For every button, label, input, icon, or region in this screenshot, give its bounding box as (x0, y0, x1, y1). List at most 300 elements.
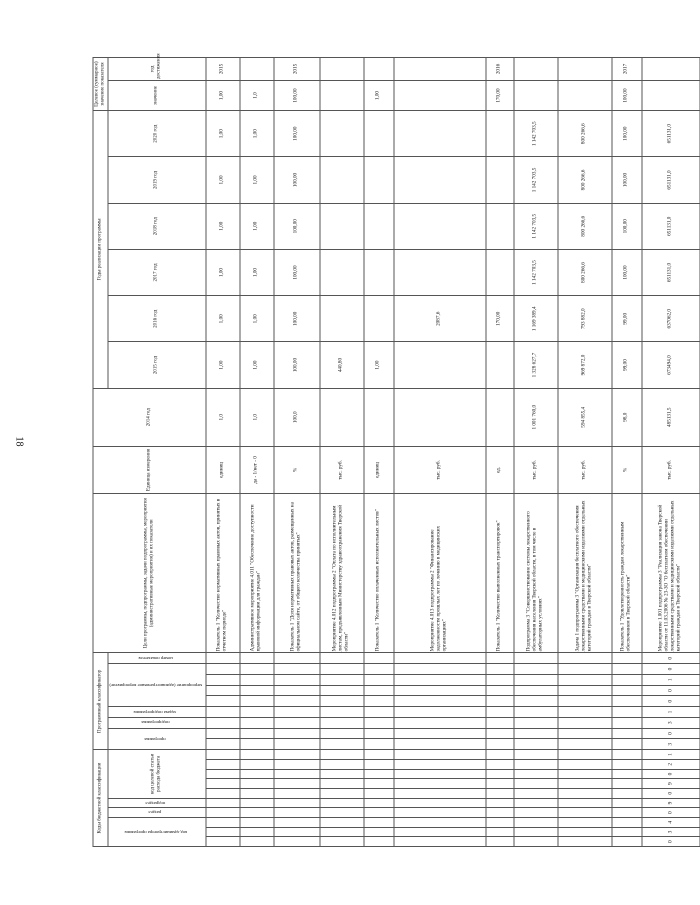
program-code-digit: 0 (642, 653, 700, 664)
prog-sub-header-1: подпрограмма (108, 717, 206, 728)
program-code-digit (364, 717, 394, 728)
target-value (320, 80, 364, 110)
program-code-digit (394, 664, 486, 675)
value-2018 (320, 203, 364, 249)
budget-code-digit (364, 750, 394, 760)
program-code-digit (364, 664, 394, 675)
budget-code-digit (514, 750, 558, 760)
budget-code-digit (514, 779, 558, 789)
budget-code-digit (394, 759, 486, 769)
budget-code-digit (558, 798, 612, 808)
program-code-digit (558, 717, 612, 728)
budget-code-digit (274, 817, 320, 827)
budget-code-digit (206, 750, 240, 760)
budget-code-digit (514, 837, 558, 847)
budget-code-digit (364, 769, 394, 779)
target-header: Целевое (суммарное) значение показателя (93, 58, 108, 111)
value-2016: 793 882,0 (558, 296, 612, 342)
row-name: Задача 1 подпрограммы 3 "Организация бесплатного обеспечения лекарственными средствами и медицинскими изделиями отдельных категорий граждан в Тверской области" (558, 494, 612, 653)
program-code-digit (486, 674, 514, 685)
value-2017: 651131,0 (642, 249, 700, 295)
program-code-digit (274, 728, 320, 739)
program-code-digit (320, 696, 364, 707)
value-2016: 2087,6 (394, 296, 486, 342)
row-unit: % (274, 446, 320, 493)
target-value: 1,00 (364, 80, 394, 110)
value-2017: 1,00 (206, 249, 240, 295)
years-header: Годы реализации программы (93, 111, 108, 389)
target-value: 100,00 (274, 80, 320, 110)
budget-code-digit (514, 769, 558, 779)
budget-code-digit (486, 759, 514, 769)
program-code-digit (486, 739, 514, 750)
budget-code-digit (558, 837, 612, 847)
target-year: 2017 (612, 58, 642, 81)
row-name: Мероприятие 4.013 подпрограммы 2 "Финансирование задолженности прошлых лет по лечению в медицинских организациях" (394, 494, 486, 653)
program-code-digit (320, 739, 364, 750)
rotated-table-container (93, 53, 682, 847)
value-2020: 800 266,6 (558, 111, 612, 157)
budget-code-digit: 3 (642, 827, 700, 837)
value-2014: 485131,5 (642, 388, 700, 446)
budget-code-digit (274, 769, 320, 779)
value-header: значение (108, 80, 206, 110)
budget-code-digit (320, 798, 364, 808)
budget-code-digit (206, 759, 240, 769)
year-achieved-header: год достижения (108, 58, 206, 81)
budget-code-digit (320, 827, 364, 837)
budget-code-digit (364, 779, 394, 789)
program-code-digit (240, 685, 274, 696)
prog-sub-header-3: мероприятие (административное мероприятие) (108, 664, 206, 707)
budget-code-digit (612, 837, 642, 847)
program-code-digit (486, 717, 514, 728)
budget-code-digit (486, 788, 514, 798)
target-value (394, 80, 486, 110)
value-2020 (394, 111, 486, 157)
target-value: 1,0 (240, 80, 274, 110)
budget-code-digit (274, 779, 320, 789)
row-name: Показатель 1 "Доля нормативных правовых актов, размещенных на официальном сайте, от общего количества принятых" (274, 494, 320, 653)
program-code-digit (612, 696, 642, 707)
prog-sub-header-2: задача подпрограммы (108, 707, 206, 718)
program-code-digit (558, 685, 612, 696)
budget-code-digit (364, 827, 394, 837)
prog-sub-header-4: номер показателя (108, 653, 206, 664)
budget-code-digit (486, 808, 514, 818)
value-2018: 1,00 (206, 203, 240, 249)
row-unit: да - 1/нет - 0 (240, 446, 274, 493)
program-code-digit (274, 664, 320, 675)
budget-code-digit (320, 837, 364, 847)
budget-code-digit (240, 837, 274, 847)
budget-code-digit (558, 769, 612, 779)
budget-code-digit (486, 779, 514, 789)
table-row (274, 58, 320, 847)
program-code-digit (274, 685, 320, 696)
value-2017: 100,00 (274, 249, 320, 295)
program-code-digit (486, 707, 514, 718)
program-code-digit (514, 717, 558, 728)
program-code-digit (394, 674, 486, 685)
program-code-digit (612, 664, 642, 675)
value-2015 (394, 342, 486, 388)
program-code-digit: 0 (642, 685, 700, 696)
budget-code-digit (206, 817, 240, 827)
row-name: Мероприятие 1.001 подпрограммы 3 "Реализация закона Тверской области от 11.03.2006 № 23-ЗО "О бесплатном обеспечении лекарственными средствами и медицинскими изделиями отдельных категорий граждан в Тверской области" (642, 494, 700, 653)
program-code-digit (320, 728, 364, 739)
row-unit: единиц (206, 446, 240, 493)
value-2018: 100,00 (274, 203, 320, 249)
program-code-digit (274, 674, 320, 685)
row-unit: тыс. руб. (642, 446, 700, 493)
goals-header: Цели программы, подпрограммы, задачи подпрограммы, мероприятия (административные мероприятия) и их показатели (93, 494, 206, 653)
row-unit: тыс. руб. (558, 446, 612, 493)
budget-code-digit (364, 808, 394, 818)
program-code-digit: 0 (642, 728, 700, 739)
value-2020 (320, 111, 364, 157)
table-row (642, 58, 700, 847)
value-2016: 100,00 (274, 296, 320, 342)
value-2018: 1,00 (240, 203, 274, 249)
table-row (240, 58, 274, 847)
value-2015: 1,00 (240, 342, 274, 388)
budget-code-digit (612, 817, 642, 827)
program-code-digit (612, 707, 642, 718)
program-code-digit (206, 696, 240, 707)
table-row (486, 58, 514, 847)
budget-code-digit (364, 759, 394, 769)
program-code-digit (274, 653, 320, 664)
program-code-digit: 3 (642, 717, 700, 728)
program-code-digit: 0 (642, 664, 700, 675)
budget-code-digit (558, 779, 612, 789)
budget-code-digit (274, 759, 320, 769)
budget-code-digit (394, 769, 486, 779)
budget-code-digit: 0 (642, 837, 700, 847)
program-code-digit (558, 728, 612, 739)
program-code-digit (394, 728, 486, 739)
value-2020: 1,00 (240, 111, 274, 157)
year-2014-header: 2014 год (93, 388, 206, 446)
program-code-digit (274, 717, 320, 728)
value-2014 (394, 388, 486, 446)
program-code-digit (612, 685, 642, 696)
section-header: раздел (108, 808, 206, 818)
budget-code-digit (206, 788, 240, 798)
program-code-digit (240, 653, 274, 664)
budget-code-digit (206, 798, 240, 808)
value-2018: 651131,0 (642, 203, 700, 249)
value-2015: 100,00 (274, 342, 320, 388)
value-2019: 1,00 (206, 157, 240, 203)
program-code-digit (320, 653, 364, 664)
budget-code-digit (240, 808, 274, 818)
program-code-digit (486, 728, 514, 739)
budget-code-digit (558, 817, 612, 827)
value-2015: 99,00 (612, 342, 642, 388)
budget-code-digit (486, 798, 514, 808)
value-2014: 1 001 760,0 (514, 388, 558, 446)
budget-code-digit (240, 788, 274, 798)
program-code-digit (514, 653, 558, 664)
subsection-header: подраздел (108, 798, 206, 808)
value-2019 (364, 157, 394, 203)
target-value: 170,00 (486, 80, 514, 110)
value-2020: 100,00 (612, 111, 642, 157)
program-code-digit (514, 739, 558, 750)
program-code-digit (240, 664, 274, 675)
year-2019-header: 2019 год (108, 157, 206, 203)
budget-code-digit (240, 798, 274, 808)
budget-code-digit (364, 817, 394, 827)
value-2015: 440,80 (320, 342, 364, 388)
value-2016 (364, 296, 394, 342)
budget-code-digit (364, 837, 394, 847)
program-code-digit (364, 674, 394, 685)
budget-code-digit (612, 808, 642, 818)
budget-code-digit (612, 750, 642, 760)
budget-code-digit (394, 837, 486, 847)
budget-code-digit (514, 798, 558, 808)
budget-code-digit: 9 (642, 798, 700, 808)
value-2014 (364, 388, 394, 446)
program-code-digit (206, 717, 240, 728)
value-2015 (486, 342, 514, 388)
budget-code-digit: 4 (642, 817, 700, 827)
value-2015: 1 328 627,7 (514, 342, 558, 388)
budget-code-digit (394, 779, 486, 789)
budget-code-digit (320, 808, 364, 818)
row-unit: ед. (486, 446, 514, 493)
target-year (364, 58, 394, 81)
budget-code-digit (612, 788, 642, 798)
table-row (558, 58, 612, 847)
budget-code-digit (612, 798, 642, 808)
budget-code-digit (240, 750, 274, 760)
program-code-digit (394, 717, 486, 728)
row-unit: тыс. руб. (320, 446, 364, 493)
value-2014 (486, 388, 514, 446)
admin-code-header: код администратора программы (108, 817, 206, 846)
budget-code-digit (240, 769, 274, 779)
program-code-digit (320, 707, 364, 718)
budget-code-digit (394, 817, 486, 827)
target-year (320, 58, 364, 81)
budget-code-digit (364, 798, 394, 808)
program-code-digit (514, 728, 558, 739)
value-2018 (486, 203, 514, 249)
target-year (642, 58, 700, 81)
program-code-digit (558, 653, 612, 664)
program-code-digit (206, 707, 240, 718)
program-code-digit (612, 674, 642, 685)
value-2016: 1 169 389,4 (514, 296, 558, 342)
row-name: Показатель 1 "Количество оплаченных исполнительных листов" (364, 494, 394, 653)
value-2019: 1,00 (240, 157, 274, 203)
row-unit: единиц (364, 446, 394, 493)
budget-code-digit (514, 788, 558, 798)
value-2014: 98,0 (612, 388, 642, 446)
budget-code-digit (274, 750, 320, 760)
program-code-digit (612, 739, 642, 750)
program-code-digit (394, 696, 486, 707)
table-row (514, 58, 558, 847)
target-year (558, 58, 612, 81)
budget-code-digit (206, 808, 240, 818)
table-row (320, 58, 364, 847)
program-code-digit (320, 685, 364, 696)
value-2017: 1 142 703,5 (514, 249, 558, 295)
program-code-digit (558, 739, 612, 750)
budget-code-digit (206, 837, 240, 847)
value-2018 (394, 203, 486, 249)
row-name: Показатель 1 "Удовлетворенность граждан лекарственным обеспечением в Тверской области" (612, 494, 642, 653)
budget-code-digit (240, 817, 274, 827)
value-2015: 1,00 (206, 342, 240, 388)
budget-code-digit (240, 779, 274, 789)
budget-code-digit (206, 769, 240, 779)
value-2020: 100,00 (274, 111, 320, 157)
target-value (642, 80, 700, 110)
value-2020 (486, 111, 514, 157)
budget-code-digit (612, 769, 642, 779)
table-row (364, 58, 394, 847)
target-year: 2016 (486, 58, 514, 81)
table-row (612, 58, 642, 847)
program-code-digit (274, 707, 320, 718)
program-code-digit (558, 674, 612, 685)
budget-code-digit (514, 817, 558, 827)
value-2016: 637062,0 (642, 296, 700, 342)
budget-code-digit (486, 837, 514, 847)
budget-code-digit (240, 759, 274, 769)
program-table (93, 53, 700, 847)
budget-code-digit (206, 779, 240, 789)
program-code-digit (612, 728, 642, 739)
program-code-digit (486, 653, 514, 664)
value-2017 (320, 249, 364, 295)
value-2019: 651131,0 (642, 157, 700, 203)
program-code-digit (514, 674, 558, 685)
value-2019: 100,00 (274, 157, 320, 203)
program-code-digit (514, 664, 558, 675)
program-code-digit (558, 696, 612, 707)
budget-code-digit (514, 827, 558, 837)
value-2015: 1,00 (364, 342, 394, 388)
budget-code-digit (240, 827, 274, 837)
budget-code-digit (394, 808, 486, 818)
year-2017-header: 2017 год (108, 249, 206, 295)
budget-code-digit (320, 769, 364, 779)
budget-code-digit (514, 808, 558, 818)
program-code-digit (274, 696, 320, 707)
value-2016: 1,00 (206, 296, 240, 342)
year-2018-header: 2018 год (108, 203, 206, 249)
budget-code-digit (364, 788, 394, 798)
program-code-digit (240, 707, 274, 718)
program-code-digit: 1 (642, 674, 700, 685)
value-2020: 1,00 (206, 111, 240, 157)
program-code-digit (364, 739, 394, 750)
budget-code-digit (274, 827, 320, 837)
program-code-digit (394, 653, 486, 664)
budget-class-header: Коды бюджетной классификации (93, 750, 108, 847)
value-2017 (486, 249, 514, 295)
value-2017 (364, 249, 394, 295)
target-year (240, 58, 274, 81)
program-code-digit (206, 674, 240, 685)
value-2018: 800 266,6 (558, 203, 612, 249)
budget-code-digit (320, 759, 364, 769)
budget-code-digit: 0 (642, 808, 700, 818)
value-2014: 594 855,4 (558, 388, 612, 446)
row-name: Показатель 1 "Количество выполненных транспортировок" (486, 494, 514, 653)
budget-code-digit (486, 769, 514, 779)
program-class-header: Программный классификатор (93, 653, 108, 750)
target-year (514, 58, 558, 81)
budget-code-digit: 0 (642, 788, 700, 798)
program-code-digit (364, 728, 394, 739)
value-2018: 1 142 703,5 (514, 203, 558, 249)
table-row (206, 58, 240, 847)
value-2019: 100,00 (612, 157, 642, 203)
value-2016: 170,00 (486, 296, 514, 342)
value-2015: 673494,0 (642, 342, 700, 388)
budget-code-digit (320, 750, 364, 760)
row-unit: тыс. руб. (394, 446, 486, 493)
budget-code-digit (394, 750, 486, 760)
budget-code-digit (612, 779, 642, 789)
budget-code-digit (612, 759, 642, 769)
program-code-digit (558, 707, 612, 718)
program-code-digit (320, 674, 364, 685)
program-code-digit (514, 685, 558, 696)
value-2020 (364, 111, 394, 157)
budget-code-digit (558, 750, 612, 760)
budget-code-digit (206, 827, 240, 837)
program-code-digit (394, 739, 486, 750)
value-2016 (320, 296, 364, 342)
target-value (558, 80, 612, 110)
budget-code-digit (320, 817, 364, 827)
row-name: Подпрограмма 3 "Совершенствование системы лекарственного обеспечения населения Тверской области, в том числе в амбулаторных условиях" (514, 494, 558, 653)
year-2016-header: 2016 год (108, 296, 206, 342)
value-2014: 1,0 (240, 388, 274, 446)
program-code-digit (206, 728, 240, 739)
program-code-digit (514, 707, 558, 718)
table-body (206, 58, 700, 847)
program-code-digit (394, 685, 486, 696)
budget-code-digit (514, 759, 558, 769)
value-2017: 100,00 (612, 249, 642, 295)
budget-code-digit (394, 788, 486, 798)
budget-code-digit (486, 827, 514, 837)
program-code-digit (612, 653, 642, 664)
program-code-digit (394, 707, 486, 718)
budget-code-digit (274, 798, 320, 808)
value-2014: 100,0 (274, 388, 320, 446)
value-2020: 1 142 703,5 (514, 111, 558, 157)
unit-header: Единица измерения (93, 446, 206, 493)
target-year: 2015 (206, 58, 240, 81)
program-code-digit (364, 707, 394, 718)
budget-code-digit: 0 (642, 769, 700, 779)
budget-code-digit (274, 837, 320, 847)
budget-code-digit (394, 827, 486, 837)
target-value (514, 80, 558, 110)
budget-code-digit (320, 788, 364, 798)
